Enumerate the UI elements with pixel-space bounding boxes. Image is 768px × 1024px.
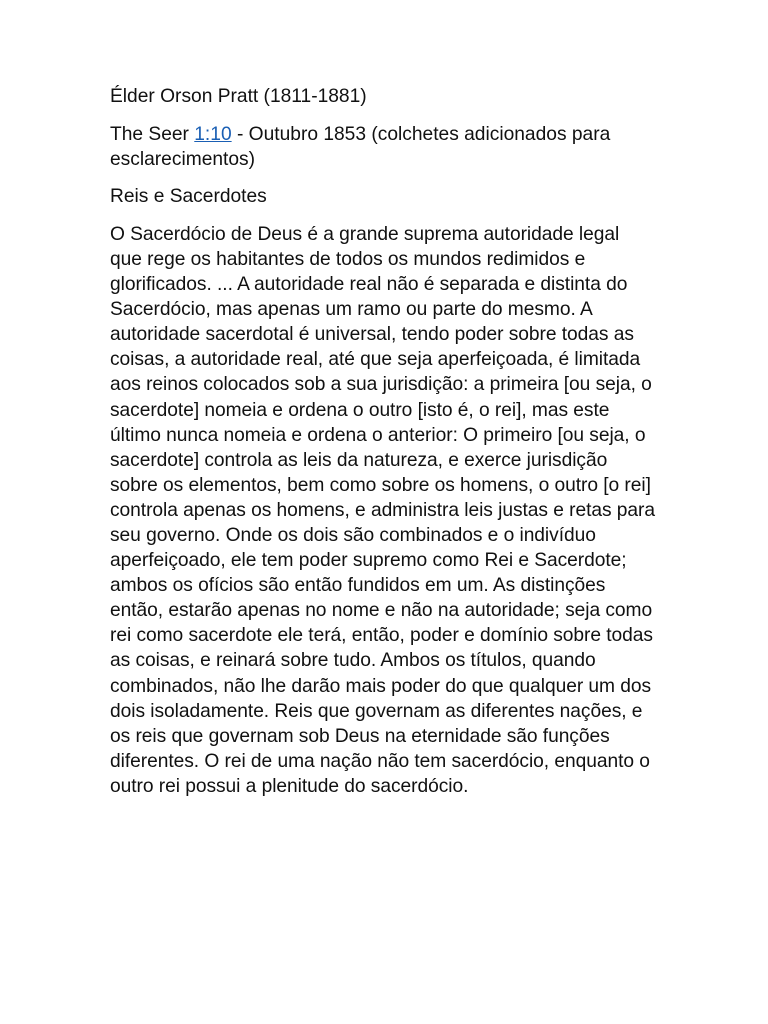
section-heading: Reis e Sacerdotes <box>110 186 267 208</box>
author-line: Élder Orson Pratt (1811-1881) <box>110 86 367 107</box>
source-line <box>110 122 655 172</box>
source-suffix: - Outubro 1853 (colchetes adicionados para esclarecimentos) <box>110 123 611 170</box>
body-paragraph: O Sacerdócio de Deus é a grande suprema autoridade legal que rege os habitantes de todos os mundos redimidos e glorificados. ... A autoridade real não é separada e distinta do Sacerdócio, mas apenas um ramo ou parte do mesmo. A autoridade sacerdotal é universal, tendo poder sobre todas as coisas, a autoridade real, até que seja aperfeiçoada, é limitada aos reinos colocados sob a sua jurisdição: a primeira [ou seja, o sacerdote] nomeia e ordena o outro [isto é, o rei], mas este último nunca nomeia e ordena o anterior: O primeiro [ou seja, o sacerdote] controla as leis da natureza, e exerce jurisdição sobre os elementos, bem como sobre os homens, o outro [o rei] controla apenas os homens, e administra leis justas e retas para seu governo. Onde os dois são combinados e o indivíduo aperfeiçoado, ele tem poder supremo como Rei e Sacerdote; ambos os ofícios são então fundidos em um. As distinções então, estarão apenas no nome e não na autoridade; seja como rei como sacerdote ele terá, então, poder e domínio sobre todas as coisas, e reinará sobre tudo. Ambos os títulos, quando combinados, não lhe darão mais poder do que qualquer um dos dois isoladamente. Reis que governam as diferentes nações, e os reis que governam sob Deus na eternidade são funções diferentes. O rei de uma nação não tem sacerdócio, enquanto o outro rei possui a plenitude do sacerdócio. <box>110 223 656 797</box>
document-page <box>110 84 655 799</box>
source-prefix: The Seer <box>110 123 195 145</box>
source-issue-link[interactable]: 1:10 <box>194 123 232 145</box>
